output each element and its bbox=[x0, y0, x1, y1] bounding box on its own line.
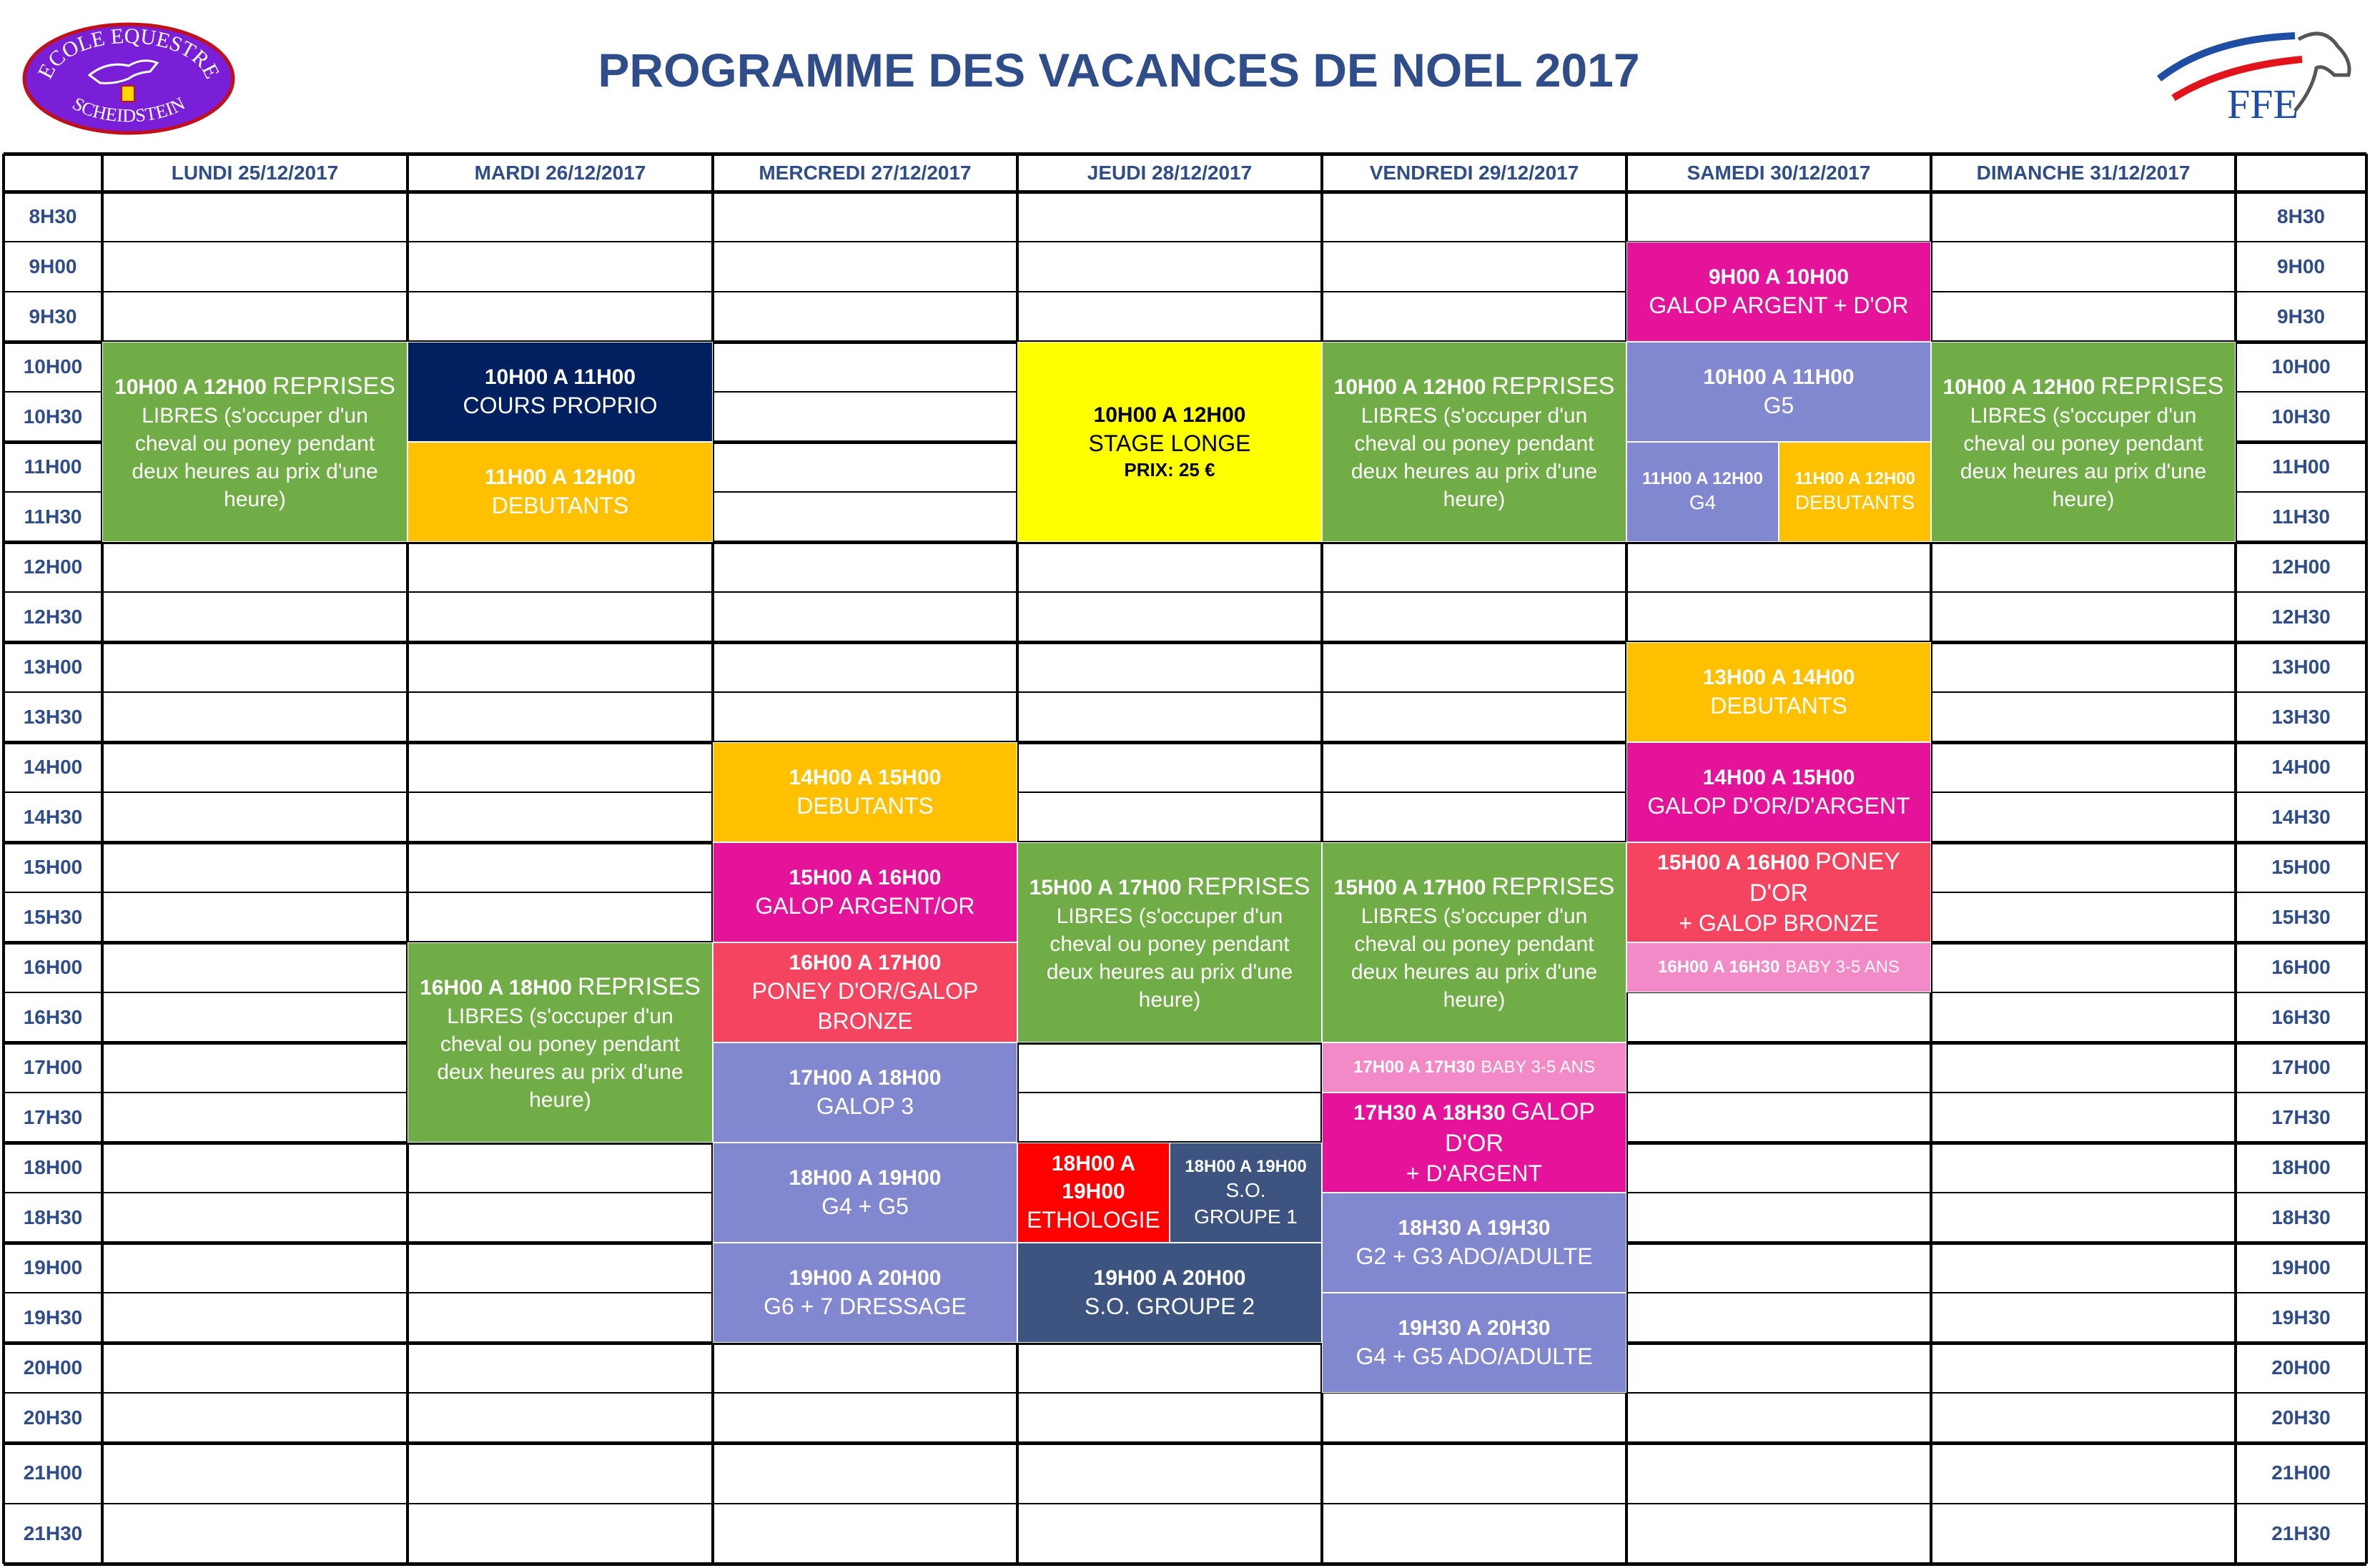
event-time bbox=[485, 463, 636, 491]
event-time bbox=[789, 764, 942, 792]
event-vendredi-reprises-libres[interactable] bbox=[1322, 342, 1626, 542]
event-vendredi-g4-g5[interactable] bbox=[1322, 1293, 1626, 1393]
event-time bbox=[420, 971, 701, 1002]
event-label-inline: REPRISES bbox=[272, 372, 395, 400]
event-samedi-poney-or-galop-bronze[interactable] bbox=[1626, 842, 1931, 942]
event-mercredi-g4-g5[interactable] bbox=[713, 1143, 1017, 1243]
time-label-right: 12H00 bbox=[2271, 556, 2331, 578]
time-label-left: 18H00 bbox=[23, 1156, 83, 1178]
event-dimanche-reprises-libres[interactable] bbox=[1931, 342, 2236, 542]
event-samedi-galop-argent-or[interactable] bbox=[1626, 242, 1931, 342]
time-label-left: 11H00 bbox=[24, 455, 82, 478]
grid-line-top bbox=[4, 152, 2366, 156]
event-label: DEBUTANTS bbox=[796, 792, 934, 819]
event-time bbox=[1703, 363, 1854, 391]
event-label-inline: REPRISES bbox=[1187, 872, 1310, 900]
event-time-range: 15H00 A 17H00 bbox=[1333, 875, 1486, 899]
time-label-left: 20H30 bbox=[23, 1406, 83, 1429]
time-label-right: 9H00 bbox=[2277, 255, 2325, 277]
time-label-left: 14H30 bbox=[23, 806, 83, 828]
event-time-range: 17H30 A 18H30 bbox=[1353, 1101, 1506, 1125]
event-label: GALOP 3 bbox=[816, 1093, 914, 1119]
event-time bbox=[789, 949, 942, 977]
event-time-range: 15H00 A 16H00 bbox=[1657, 851, 1809, 875]
grid-line-h bbox=[4, 190, 2366, 194]
event-jeudi-reprises-libres[interactable] bbox=[1017, 842, 1322, 1042]
time-label-left: 12H00 bbox=[23, 556, 83, 578]
day-header: SAMEDI 30/12/2017 bbox=[1687, 161, 1871, 184]
time-label-left: 9H30 bbox=[29, 305, 77, 327]
event-label: G2 + G3 ADO/ADULTE bbox=[1356, 1243, 1593, 1269]
event-samedi-debutants-11h[interactable] bbox=[1779, 442, 1931, 542]
day-header: JEUDI 28/12/2017 bbox=[1087, 161, 1253, 184]
grid-line-h bbox=[4, 241, 2366, 242]
event-time-range: 19H00 A 20H00 bbox=[1093, 1266, 1246, 1290]
time-label-left: 17H30 bbox=[23, 1106, 83, 1128]
event-time-range: 14H00 A 15H00 bbox=[789, 765, 942, 789]
time-label-left: 11H30 bbox=[24, 506, 82, 528]
day-header: MARDI 26/12/2017 bbox=[474, 161, 646, 184]
event-time-range: 10H00 A 11H00 bbox=[1703, 365, 1855, 389]
event-label-inline: PONEY D'OR bbox=[1749, 848, 1900, 907]
event-time bbox=[1094, 401, 1246, 429]
event-jeudi-so-groupe-1[interactable] bbox=[1170, 1143, 1322, 1243]
event-jeudi-so-groupe-2[interactable] bbox=[1017, 1243, 1322, 1343]
time-label-left: 8H30 bbox=[29, 205, 77, 227]
time-label-left: 12H30 bbox=[23, 606, 83, 628]
event-label: GALOP ARGENT + D'OR bbox=[1649, 292, 1909, 318]
time-label-left: 10H00 bbox=[23, 355, 83, 378]
time-label-right: 19H00 bbox=[2271, 1256, 2331, 1278]
event-time bbox=[1658, 956, 1900, 978]
event-time bbox=[114, 370, 395, 402]
day-header: VENDREDI 29/12/2017 bbox=[1369, 161, 1579, 184]
logo-text-bottom: SCHEIDSTEIN bbox=[69, 93, 189, 127]
event-label: GALOP D'OR/D'ARGENT bbox=[1647, 792, 1910, 819]
event-time-range: 10H00 A 12H00 bbox=[114, 375, 267, 399]
time-label-right: 10H30 bbox=[2271, 405, 2331, 428]
event-time bbox=[789, 864, 942, 892]
event-time bbox=[1353, 1056, 1595, 1078]
time-label-right: 21H00 bbox=[2271, 1461, 2331, 1484]
event-label: COURS PROPRIO bbox=[463, 392, 658, 418]
event-time-range: 10H00 A 12H00 bbox=[1942, 375, 2095, 399]
event-time bbox=[485, 363, 636, 391]
event-time bbox=[1333, 1096, 1616, 1159]
event-label: LIBRES (s'occuper d'un cheval ou poney pendant deux heures au prix d'une heure) bbox=[1960, 404, 2207, 512]
event-time bbox=[1398, 1214, 1551, 1242]
event-vendredi-g2-g3[interactable] bbox=[1322, 1193, 1626, 1293]
event-time bbox=[1028, 1150, 1159, 1205]
event-time-range: 18H00 A 19H00 bbox=[1051, 1152, 1136, 1204]
event-label-inline: GALOP D'OR bbox=[1444, 1098, 1596, 1158]
time-label-left: 18H30 bbox=[23, 1206, 83, 1228]
grid-line-h bbox=[4, 1562, 2366, 1566]
grid-line-v bbox=[2, 154, 5, 1564]
time-label-left: 14H00 bbox=[23, 756, 83, 778]
day-header: DIMANCHE 31/12/2017 bbox=[1976, 161, 2191, 184]
event-samedi-galop-or-argent[interactable] bbox=[1626, 742, 1931, 842]
event-time bbox=[1334, 871, 1615, 902]
event-mercredi-galop-argent-or[interactable] bbox=[713, 842, 1017, 942]
event-samedi-baby[interactable] bbox=[1626, 942, 1931, 992]
event-label: LIBRES (s'occuper d'un cheval ou poney pendant deux heures au prix d'une heure) bbox=[1046, 904, 1293, 1012]
logo-text-top: ECOLE EQUESTRE bbox=[33, 24, 224, 83]
grid-line-v bbox=[2365, 154, 2368, 1564]
event-time bbox=[1334, 370, 1615, 402]
event-time-range: 10H00 A 12H00 bbox=[1093, 403, 1246, 427]
event-time-range: 15H00 A 16H00 bbox=[789, 865, 942, 889]
grid-line-h bbox=[4, 1441, 2366, 1445]
time-label-right: 18H00 bbox=[2271, 1156, 2331, 1178]
event-time-range: 11H00 A 12H00 bbox=[484, 465, 636, 489]
event-time-range: 14H00 A 15H00 bbox=[1702, 765, 1855, 789]
event-mardi-cours-proprio[interactable] bbox=[408, 342, 713, 442]
time-label-right: 10H00 bbox=[2271, 355, 2331, 378]
time-label-right: 8H30 bbox=[2277, 205, 2325, 227]
time-label-right: 18H30 bbox=[2271, 1206, 2331, 1228]
event-label: DEBUTANTS bbox=[491, 492, 629, 518]
event-time-range: 9H00 A 10H00 bbox=[1708, 265, 1850, 289]
time-label-left: 16H30 bbox=[23, 1006, 83, 1028]
time-label-left: 16H00 bbox=[23, 956, 83, 978]
event-label: LIBRES (s'occuper d'un cheval ou poney pendant deux heures au prix d'une heure) bbox=[132, 404, 378, 512]
time-label-left: 13H00 bbox=[23, 656, 83, 678]
event-label-inline: REPRISES bbox=[2100, 372, 2224, 400]
day-header: MERCREDI 27/12/2017 bbox=[759, 161, 972, 184]
event-label: PONEY D'OR/GALOP BRONZE bbox=[751, 977, 979, 1034]
event-mercredi-galop-3[interactable] bbox=[713, 1042, 1017, 1143]
event-time bbox=[1094, 1264, 1246, 1292]
event-time bbox=[1703, 664, 1855, 691]
event-time-range: 11H00 A 12H00 bbox=[1794, 469, 1915, 489]
event-label: G4 bbox=[1689, 491, 1717, 514]
time-label-right: 16H00 bbox=[2271, 956, 2331, 978]
event-samedi-debutants-13h[interactable] bbox=[1626, 642, 1931, 742]
event-time-range: 19H00 A 20H00 bbox=[789, 1266, 942, 1290]
event-label: GALOP ARGENT/OR bbox=[755, 892, 975, 919]
event-label: DEBUTANTS bbox=[1794, 491, 1915, 514]
event-jeudi-stage-longe[interactable] bbox=[1017, 342, 1322, 542]
event-label: G4 + G5 ADO/ADULTE bbox=[1356, 1343, 1593, 1369]
grid-line-h bbox=[4, 1092, 2366, 1093]
event-time bbox=[789, 1164, 942, 1192]
time-label-right: 14H00 bbox=[2271, 756, 2331, 778]
event-samedi-g5[interactable] bbox=[1626, 342, 1931, 442]
time-label-right: 11H30 bbox=[2272, 506, 2330, 528]
event-vendredi-galop-or-argent[interactable] bbox=[1322, 1093, 1626, 1193]
event-label-inline: BABY 3-5 ANS bbox=[1785, 957, 1900, 977]
event-time-range: 16H00 A 18H00 bbox=[420, 975, 572, 1000]
time-label-left: 19H30 bbox=[23, 1306, 83, 1328]
day-header: LUNDI 25/12/2017 bbox=[171, 161, 339, 184]
time-label-left: 10H30 bbox=[23, 405, 83, 428]
event-label: S.O. GROUPE 1 bbox=[1194, 1179, 1298, 1228]
event-label-inline: REPRISES bbox=[577, 972, 701, 1000]
time-label-right: 19H30 bbox=[2271, 1306, 2331, 1328]
time-label-right: 20H00 bbox=[2271, 1356, 2331, 1379]
event-time bbox=[1185, 1155, 1306, 1178]
time-label-right: 13H30 bbox=[2271, 706, 2331, 728]
event-time-range: 17H00 A 17H30 bbox=[1353, 1057, 1476, 1078]
time-label-left: 9H00 bbox=[29, 255, 77, 277]
time-label-right: 13H00 bbox=[2271, 656, 2331, 678]
event-time-range: 17H00 A 18H00 bbox=[789, 1065, 942, 1090]
event-label: + GALOP BRONZE bbox=[1679, 910, 1879, 937]
event-label: + D'ARGENT bbox=[1406, 1160, 1543, 1187]
event-mercredi-debutants[interactable] bbox=[713, 742, 1017, 842]
event-time-range: 16H00 A 17H00 bbox=[789, 950, 942, 975]
time-label-left: 15H30 bbox=[23, 906, 83, 928]
event-time-range: 18H00 A 19H00 bbox=[789, 1165, 942, 1190]
time-label-right: 17H30 bbox=[2271, 1106, 2331, 1128]
grid-line-h bbox=[4, 792, 2366, 793]
event-time-range: 10H00 A 12H00 bbox=[1333, 375, 1486, 399]
event-vendredi-baby[interactable] bbox=[1322, 1042, 1626, 1093]
event-mardi-debutants[interactable] bbox=[408, 442, 713, 542]
event-time bbox=[1943, 370, 2224, 402]
event-label-inline: BABY 3-5 ANS bbox=[1481, 1057, 1595, 1078]
event-label: G5 bbox=[1763, 392, 1794, 418]
time-label-left: 13H30 bbox=[23, 706, 83, 728]
grid-line-h bbox=[4, 741, 2366, 744]
event-time-range: 10H00 A 11H00 bbox=[484, 365, 636, 389]
event-label: S.O. GROUPE 2 bbox=[1084, 1293, 1255, 1319]
event-label-inline: REPRISES bbox=[1491, 372, 1615, 400]
time-label-left: 19H00 bbox=[23, 1256, 83, 1278]
event-label: G4 + G5 bbox=[821, 1193, 909, 1219]
event-label: DEBUTANTS bbox=[1710, 692, 1847, 719]
event-time-range: 19H30 A 20H30 bbox=[1398, 1316, 1551, 1340]
event-samedi-g4[interactable] bbox=[1626, 442, 1779, 542]
event-price: PRIX: 25 € bbox=[1124, 459, 1215, 481]
event-label: STAGE LONGE bbox=[1088, 430, 1251, 456]
event-label: LIBRES (s'occuper d'un cheval ou poney pendant deux heures au prix d'une heure) bbox=[1351, 404, 1598, 512]
time-label-right: 12H30 bbox=[2271, 606, 2331, 628]
event-time bbox=[1642, 468, 1763, 490]
event-time-range: 18H00 A 19H00 bbox=[1185, 1157, 1307, 1177]
event-time bbox=[789, 1264, 942, 1292]
time-label-right: 15H30 bbox=[2271, 906, 2331, 928]
time-label-right: 15H00 bbox=[2271, 856, 2331, 878]
event-label: ETHOLOGIE bbox=[1027, 1207, 1160, 1233]
event-mercredi-g6-7-dressage[interactable] bbox=[713, 1243, 1017, 1343]
grid-line-h bbox=[4, 641, 2366, 644]
event-vendredi-reprises-libres-pm[interactable] bbox=[1322, 842, 1626, 1042]
time-label-right: 16H30 bbox=[2271, 1006, 2331, 1028]
event-time bbox=[1398, 1314, 1551, 1342]
event-time bbox=[789, 1064, 942, 1092]
event-label: G6 + 7 DRESSAGE bbox=[764, 1293, 967, 1319]
time-label-right: 20H30 bbox=[2271, 1406, 2331, 1429]
time-label-right: 11H00 bbox=[2272, 455, 2330, 478]
grid-line-h bbox=[4, 691, 2366, 693]
event-time-range: 13H00 A 14H00 bbox=[1702, 665, 1855, 689]
time-label-left: 21H30 bbox=[23, 1522, 83, 1544]
time-label-right: 9H30 bbox=[2277, 305, 2325, 327]
event-mercredi-poney-or-galop-bronze[interactable] bbox=[713, 942, 1017, 1042]
event-time bbox=[1637, 846, 1920, 909]
event-label: LIBRES (s'occuper d'un cheval ou poney pendant deux heures au prix d'une heure) bbox=[437, 1005, 683, 1113]
time-label-right: 14H30 bbox=[2271, 806, 2331, 828]
event-time bbox=[1794, 468, 1915, 490]
event-time-range: 11H00 A 12H00 bbox=[1641, 469, 1763, 489]
ffe-logo-text: FFE bbox=[2227, 81, 2299, 127]
event-time-range: 15H00 A 17H00 bbox=[1029, 875, 1182, 899]
time-label-left: 17H00 bbox=[23, 1056, 83, 1078]
event-time-range: 18H30 A 19H30 bbox=[1398, 1216, 1551, 1240]
grid-line-h bbox=[4, 591, 2366, 593]
event-jeudi-ethologie[interactable] bbox=[1017, 1143, 1170, 1243]
time-label-left: 21H00 bbox=[23, 1461, 83, 1484]
event-time bbox=[1709, 263, 1849, 291]
grid-line-h bbox=[4, 1503, 2366, 1504]
time-label-right: 21H30 bbox=[2271, 1522, 2331, 1544]
event-time-range: 16H00 A 16H30 bbox=[1658, 957, 1780, 977]
time-label-left: 15H00 bbox=[23, 856, 83, 878]
event-lundi-reprises-libres[interactable] bbox=[102, 342, 408, 542]
grid-line-h bbox=[4, 291, 2366, 292]
event-time bbox=[1030, 871, 1310, 902]
event-label: LIBRES (s'occuper d'un cheval ou poney pendant deux heures au prix d'une heure) bbox=[1351, 904, 1598, 1012]
page-title: PROGRAMME DES VACANCES DE NOEL 2017 bbox=[598, 44, 1640, 97]
grid-line-h bbox=[4, 1392, 2366, 1394]
event-time bbox=[1703, 764, 1855, 792]
event-label-inline: REPRISES bbox=[1491, 872, 1615, 900]
event-mardi-reprises-libres[interactable] bbox=[408, 942, 713, 1143]
time-label-right: 17H00 bbox=[2271, 1056, 2331, 1078]
time-label-left: 20H00 bbox=[23, 1356, 83, 1379]
